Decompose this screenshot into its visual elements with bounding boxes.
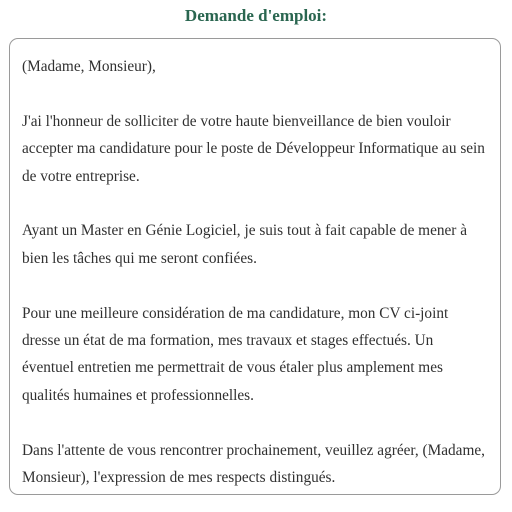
letter-paragraph-cv: Pour une meilleure considération de ma candidature, mon CV ci-joint dresse un état de ma formation, mes travaux et stages effectués. Un éventuel entretien me permettrait de vous étaler plus amplement mes qualités humaines et professionnelles. — [22, 304, 449, 404]
letter-card — [9, 38, 501, 495]
letter-salutation: (Madame, Monsieur), — [22, 58, 156, 75]
page-title: Demande d'emploi: — [184, 6, 328, 25]
letter-paragraph-qualification: Ayant un Master en Génie Logiciel, je suis tout à fait capable de mener à bien les tâches qui me seront confiées. — [22, 222, 468, 267]
letter-paragraph-intro: J'ai l'honneur de solliciter de votre haute bienveillance de bien vouloir accepter ma candidature pour le poste de Développeur Informatique au sein de votre entreprise. — [22, 112, 485, 185]
letter-paragraph-closing: Dans l'attente de vous rencontrer prochainement, veuillez agréer, (Madame, Monsieur), l'expression de mes respects distingués. — [22, 441, 485, 487]
